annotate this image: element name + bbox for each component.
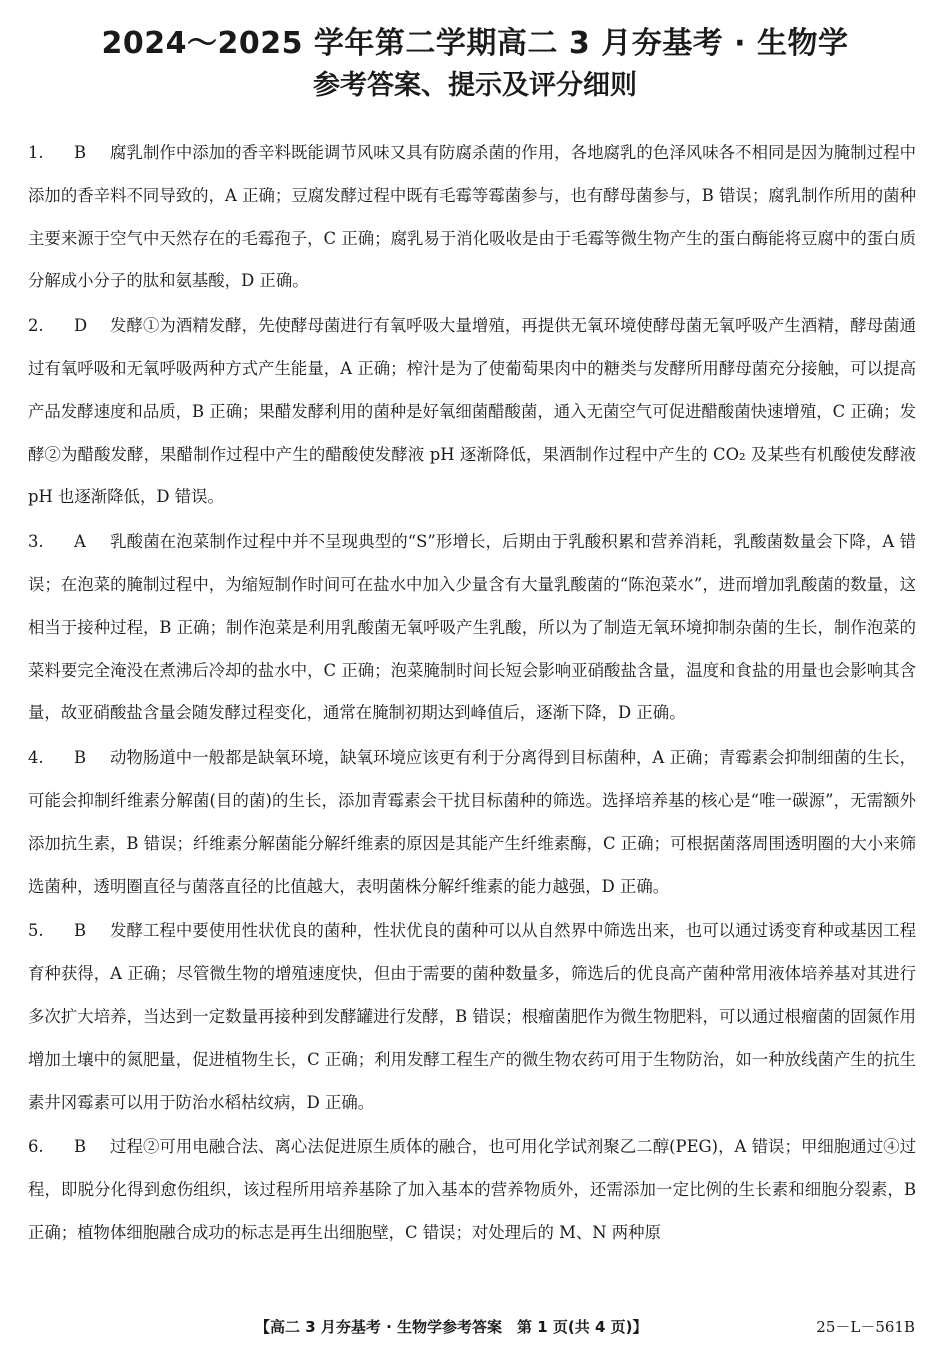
item-explanation: 腐乳制作中添加的香辛料既能调节风味又具有防腐杀菌的作用，各地腐乳的色泽风味各不相同是因为腌制过程中添加的香辛料不同导致的，A 正确；豆腐发酵过程中既有毛霉等霉菌参与，也有酵母菌参与，B 错误；腐乳制作所用的菌种主要来源于空气中天然存在的毛霉孢子，C 正确；腐乳易于消化吸收是由于毛霉等微生物产生的蛋白酶能将豆腐中的蛋白质分解成小分子的肽和氨基酸，D 正确。 <box>28 143 916 291</box>
answer-list <box>28 132 916 1257</box>
answer-item-4 <box>28 737 916 908</box>
item-answer: B <box>74 921 87 941</box>
item-explanation: 发酵工程中要使用性状优良的菌种，性状优良的菌种可以从自然界中筛选出来，也可以通过诱变育种或基因工程育种获得，A 正确；尽管微生物的增殖速度快，但由于需要的菌种数量多，筛选后的优良高产菌种常用液体培养基对其进行多次扩大培养，当达到一定数量再接种到发酵罐进行发酵，B 错误；根瘤菌肥作为微生物肥料，可以通过根瘤菌的固氮作用增加土壤中的氮肥量，促进植物生长，C 正确；利用发酵工程生产的微生物农药可用于生物防治，如一种放线菌产生的抗生素井冈霉素可以用于防治水稻枯纹病，D 正确。 <box>28 921 916 1112</box>
item-explanation: 动物肠道中一般都是缺氧环境，缺氧环境应该更有利于分离得到目标菌种，A 正确；青霉素会抑制细菌的生长，可能会抑制纤维素分解菌(目的菌)的生长，添加青霉素会干扰目标菌种的筛选。选择培养基的核心是“唯一碳源”，无需额外添加抗生素，B 错误；纤维素分解菌能分解纤维素的原因是其能产生纤维素酶，C 正确；可根据菌落周围透明圈的大小来筛选菌种，透明圈直径与菌落直径的比值越大，表明菌株分解纤维素的能力越强，D 正确。 <box>28 748 916 896</box>
page-subtitle: 参考答案、提示及评分细则 <box>313 70 637 101</box>
item-number: 1. <box>28 143 44 162</box>
item-number: 4. <box>28 748 44 768</box>
page-title: 2024～2025 学年第二学期高二 3 月夯基考 · 生物学 <box>101 26 849 61</box>
item-number: 5. <box>28 921 44 941</box>
item-number: 3. <box>28 532 44 552</box>
item-explanation: 发酵①为酒精发酵，先使酵母菌进行有氧呼吸大量增殖，再提供无氧环境使酵母菌无氧呼吸产生酒精，酵母菌通过有氧呼吸和无氧呼吸两种方式产生能量，A 正确；榨汁是为了使葡萄果肉中的糖类与发酵所用酵母菌充分接触，可以提高产品发酵速度和品质，B 正确；果醋发酵利用的菌种是好氧细菌醋酸菌，通入无菌空气可促进醋酸菌快速增殖，C 正确；发酵②为醋酸发酵，果醋制作过程中产生的醋酸使发酵液 pH 逐渐降低，果酒制作过程中产生的 CO₂ 及某些有机酸使发酵液 pH 也逐渐降低，D 错误。 <box>28 316 916 507</box>
answer-item-1 <box>28 132 916 303</box>
footer-page-info: 【高二 3 月夯基考 · 生物学参考答案 第 1 页(共 4 页)】 <box>255 1318 648 1336</box>
answer-item-6 <box>28 1126 916 1254</box>
answer-item-3 <box>28 521 916 735</box>
item-answer: B <box>74 748 87 768</box>
item-number: 2. <box>28 316 44 336</box>
item-answer: B <box>74 1137 87 1157</box>
item-answer: A <box>74 532 86 552</box>
item-answer: D <box>74 316 88 336</box>
item-number: 6. <box>28 1137 44 1157</box>
item-explanation: 过程②可用电融合法、离心法促进原生质体的融合，也可用化学试剂聚乙二醇(PEG)，A 错误；甲细胞通过④过程，即脱分化得到愈伤组织，该过程所用培养基除了加入基本的营养物质外，还需添加一定比例的生长素和细胞分裂素，B 正确；植物体细胞融合成功的标志是再生出细胞壁，C 错误；对处理后的 M、N 两种原 <box>28 1137 916 1242</box>
item-explanation: 乳酸菌在泡菜制作过程中并不呈现典型的“S”形增长，后期由于乳酸积累和营养消耗，乳酸菌数量会下降，A 错误；在泡菜的腌制过程中，为缩短制作时间可在盐水中加入少量含有大量乳酸菌的“陈泡菜水”，进而增加乳酸菌的数量，这相当于接种过程，B 正确；制作泡菜是利用乳酸菌无氧呼吸产生乳酸，所以为了制造无氧环境抑制杂菌的生长，制作泡菜的菜料要完全淹没在煮沸后冷却的盐水中，C 正确；泡菜腌制时间长短会影响亚硝酸盐含量，温度和食盐的用量也会影响其含量，故亚硝酸盐含量会随发酵过程变化，通常在腌制初期达到峰值后，逐渐下降，D 正确。 <box>28 532 916 723</box>
item-answer: B <box>74 143 87 162</box>
answer-item-5 <box>28 910 916 1124</box>
answer-item-2 <box>28 305 916 519</box>
footer-code: 25－L－561B <box>816 1318 915 1336</box>
